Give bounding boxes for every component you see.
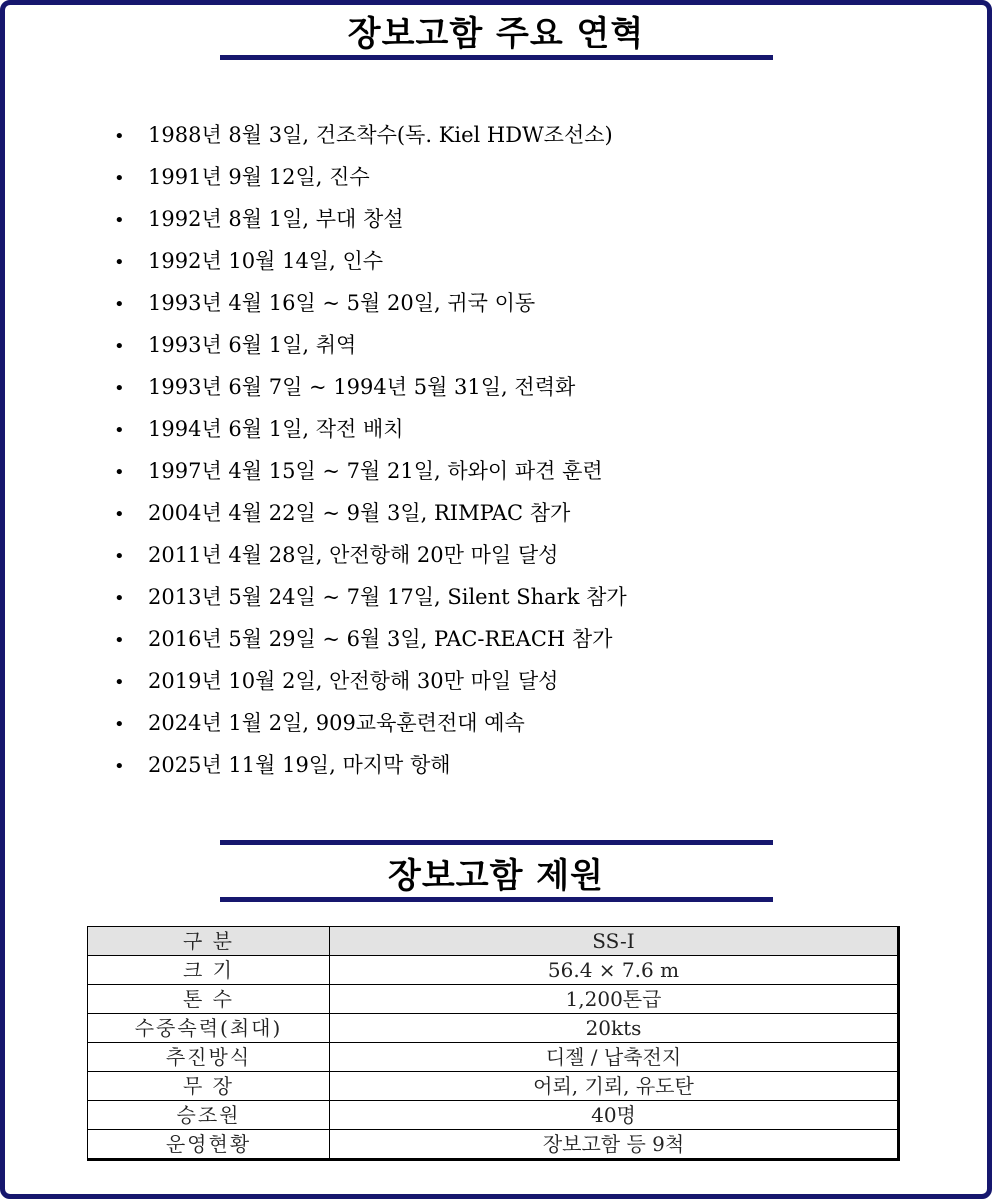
table-header-row [88, 927, 899, 956]
bullet-icon: • [114, 588, 125, 609]
list-item: • 2016년 5월 29일 ~ 6월 3일, PAC-REACH 참가 [110, 618, 627, 660]
row-value: 20kts [330, 1014, 899, 1043]
bullet-icon: • [114, 336, 125, 357]
list-item: • 1992년 8월 1일, 부대 창설 [110, 198, 627, 240]
bullet-icon: • [114, 210, 125, 231]
list-item: • 1991년 9월 12일, 진수 [110, 156, 627, 198]
row-value: 1,200톤급 [330, 985, 899, 1014]
header-label: 구 분 [88, 927, 330, 956]
row-label: 크 기 [88, 956, 330, 985]
row-value: 어뢰, 기뢰, 유도탄 [330, 1072, 899, 1101]
row-label: 운영현황 [88, 1130, 330, 1160]
list-item: • 1988년 8월 3일, 건조착수(독. Kiel HDW조선소) [110, 114, 627, 156]
list-item: • 2004년 4월 22일 ~ 9월 3일, RIMPAC 참가 [110, 492, 627, 534]
row-label: 승조원 [88, 1101, 330, 1130]
list-item: • 1994년 6월 1일, 작전 배치 [110, 408, 627, 450]
bullet-icon: • [114, 462, 125, 483]
history-list [110, 114, 627, 786]
history-title: 장보고함 주요 연혁 [347, 14, 645, 54]
list-item: • 1997년 4월 15일 ~ 7월 21일, 하와이 파견 훈련 [110, 450, 627, 492]
list-item: • 2019년 10월 2일, 안전항해 30만 마일 달성 [110, 660, 627, 702]
specs-title-overline [220, 840, 773, 845]
table-row [88, 1072, 899, 1101]
row-value: 40명 [330, 1101, 899, 1130]
row-label: 무 장 [88, 1072, 330, 1101]
specs-title: 장보고함 제원 [388, 856, 604, 896]
header-value: SS-Ⅰ [330, 927, 899, 956]
list-item: • 2013년 5월 24일 ~ 7월 17일, Silent Shark 참가 [110, 576, 627, 618]
bullet-icon: • [114, 126, 125, 147]
specs-table [87, 926, 900, 1161]
row-label: 톤 수 [88, 985, 330, 1014]
bullet-icon: • [114, 672, 125, 693]
row-value: 장보고함 등 9척 [330, 1130, 899, 1160]
list-item: • 1993년 6월 1일, 취역 [110, 324, 627, 366]
list-item: • 1992년 10월 14일, 인수 [110, 240, 627, 282]
list-item: • 2024년 1월 2일, 909교육훈련전대 예속 [110, 702, 627, 744]
specs-title-underline [220, 897, 773, 902]
table-row [88, 985, 899, 1014]
bullet-icon: • [114, 546, 125, 567]
table-row [88, 1130, 899, 1160]
table-row [88, 956, 899, 985]
table-row [88, 1101, 899, 1130]
bullet-icon: • [114, 714, 125, 735]
row-label: 추진방식 [88, 1043, 330, 1072]
history-title-underline [220, 55, 773, 60]
row-label: 수중속력(최대) [88, 1014, 330, 1043]
row-value: 56.4 × 7.6 m [330, 956, 899, 985]
list-item: • 2025년 11월 19일, 마지막 항해 [110, 744, 627, 786]
bullet-icon: • [114, 294, 125, 315]
bullet-icon: • [114, 168, 125, 189]
table-row [88, 1014, 899, 1043]
bullet-icon: • [114, 252, 125, 273]
row-value: 디젤 / 납축전지 [330, 1043, 899, 1072]
list-item: • 2011년 4월 28일, 안전항해 20만 마일 달성 [110, 534, 627, 576]
list-item: • 1993년 6월 7일 ~ 1994년 5월 31일, 전력화 [110, 366, 627, 408]
bullet-icon: • [114, 630, 125, 651]
bullet-icon: • [114, 504, 125, 525]
table-row [88, 1043, 899, 1072]
list-item: • 1993년 4월 16일 ~ 5월 20일, 귀국 이동 [110, 282, 627, 324]
bullet-icon: • [114, 378, 125, 399]
bullet-icon: • [114, 420, 125, 441]
bullet-icon: • [114, 756, 125, 777]
